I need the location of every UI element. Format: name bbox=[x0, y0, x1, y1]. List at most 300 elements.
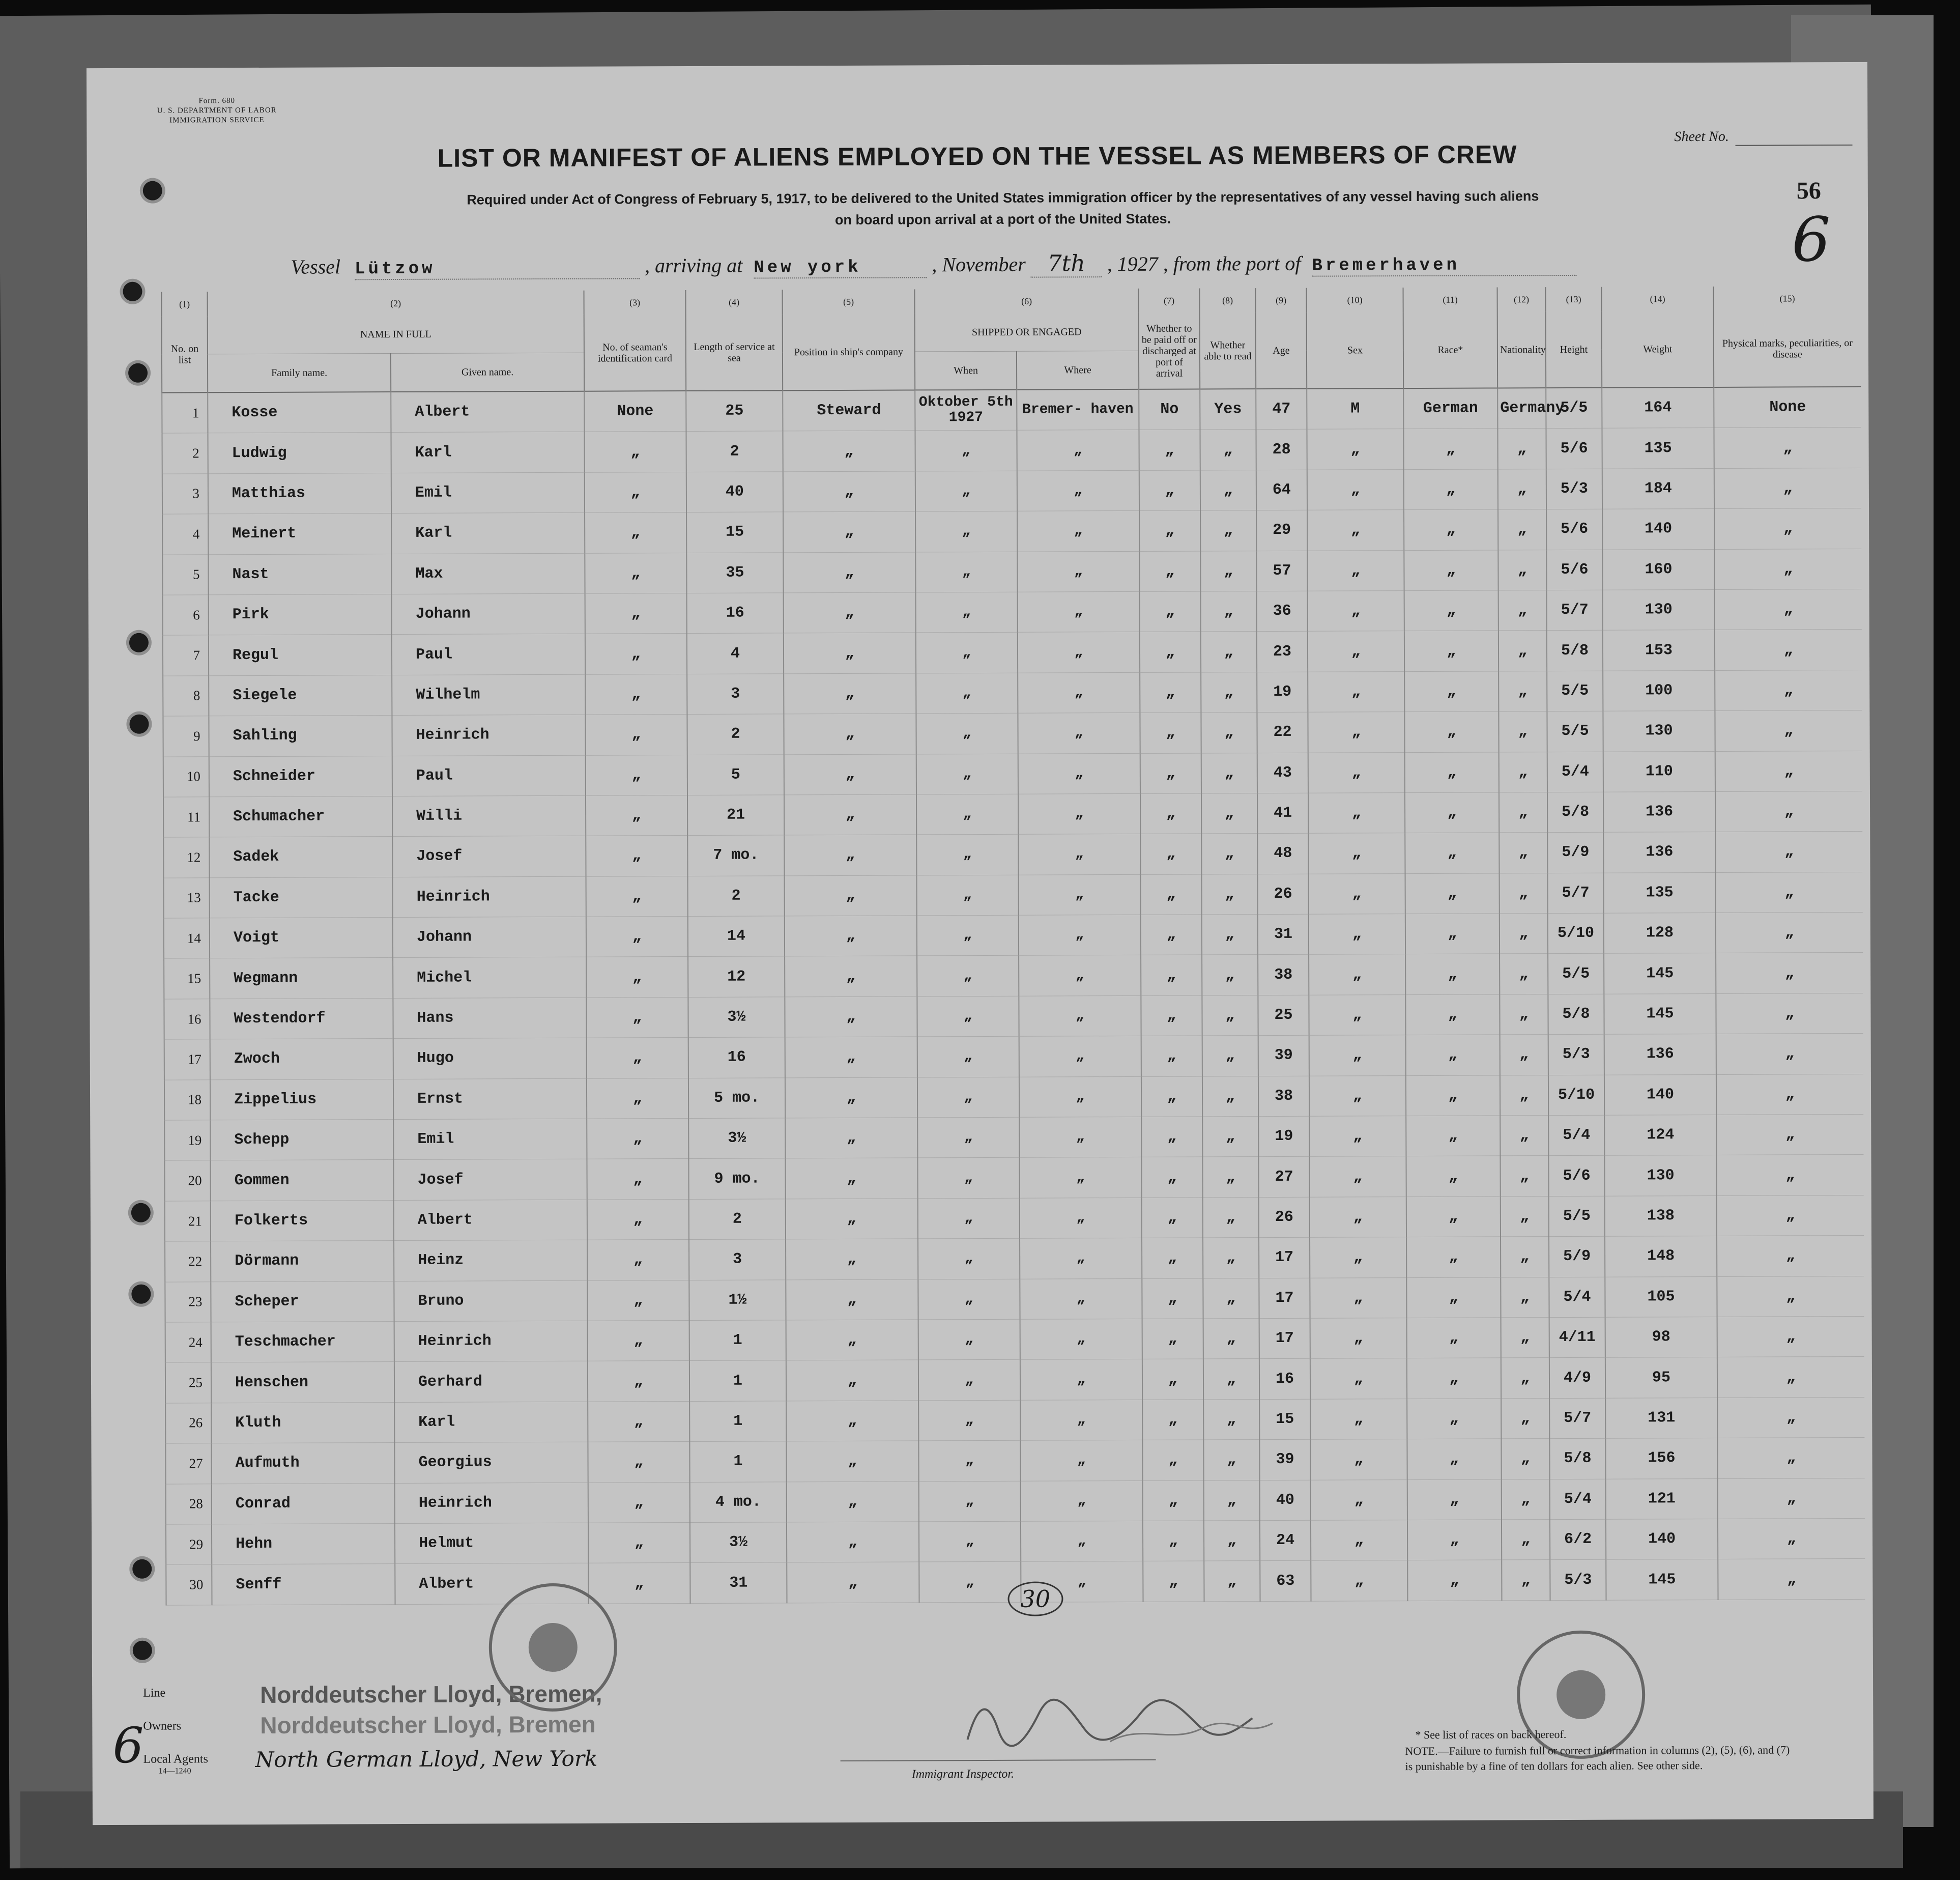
consular-seal-icon bbox=[488, 1583, 617, 1712]
cell-nationality: „ bbox=[1500, 1116, 1548, 1156]
cell-length-of-service: 12 bbox=[688, 956, 785, 997]
cell-physical-marks: „ bbox=[1716, 993, 1863, 1034]
cell-row-number: 7 bbox=[163, 635, 209, 676]
cell-position: „ bbox=[785, 875, 917, 916]
cell-height: 5/5 bbox=[1547, 711, 1603, 752]
cell-given-name: Heinrich bbox=[393, 876, 586, 918]
cell-shipped-where: „ bbox=[1018, 632, 1140, 673]
cell-length-of-service: 4 mo. bbox=[690, 1482, 787, 1522]
cell-identification-card: „ bbox=[587, 1159, 688, 1200]
binder-hole-icon bbox=[132, 1559, 152, 1579]
cell-paid-off: „ bbox=[1140, 591, 1201, 632]
footnote-fine: is punishable by a fine of ten dollars for each alien. See other side. bbox=[1405, 1759, 1703, 1773]
cell-physical-marks: „ bbox=[1716, 872, 1863, 913]
cell-family-name: Pirk bbox=[209, 594, 392, 635]
cell-shipped-when: „ bbox=[917, 1117, 1019, 1158]
cell-physical-marks: „ bbox=[1716, 1114, 1863, 1155]
cell-paid-off: „ bbox=[1139, 470, 1200, 511]
col-9-number: (9) bbox=[1256, 288, 1307, 312]
cell-shipped-when: „ bbox=[918, 1279, 1020, 1320]
cell-nationality: „ bbox=[1500, 1035, 1548, 1075]
cell-identification-card: „ bbox=[586, 876, 688, 917]
total-count: 30 bbox=[1007, 1581, 1063, 1616]
cell-given-name: Heinz bbox=[394, 1240, 587, 1281]
cell-given-name: Willi bbox=[392, 795, 586, 837]
cell-row-number: 26 bbox=[165, 1403, 211, 1444]
cell-sex: „ bbox=[1309, 873, 1405, 914]
cell-weight: 145 bbox=[1604, 993, 1716, 1034]
cell-paid-off: „ bbox=[1142, 1440, 1203, 1480]
cell-family-name: Sahling bbox=[209, 716, 392, 757]
cell-position: „ bbox=[784, 592, 916, 633]
cell-given-name: Josef bbox=[392, 836, 586, 877]
cell-identification-card: „ bbox=[585, 634, 687, 674]
cell-paid-off: „ bbox=[1142, 1278, 1203, 1319]
cell-age: 19 bbox=[1257, 672, 1308, 713]
cell-shipped-when: „ bbox=[918, 1319, 1020, 1360]
cell-family-name: Conrad bbox=[212, 1483, 395, 1524]
cell-shipped-when: „ bbox=[916, 835, 1018, 875]
cell-nationality: „ bbox=[1498, 469, 1546, 509]
table-row bbox=[165, 1357, 1864, 1403]
binder-hole-icon bbox=[123, 282, 142, 301]
cell-family-name: Ludwig bbox=[208, 433, 391, 474]
cell-identification-card: „ bbox=[584, 432, 686, 472]
cell-length-of-service: 1½ bbox=[689, 1279, 786, 1320]
cell-weight: 100 bbox=[1603, 670, 1715, 711]
inspector-line bbox=[841, 1759, 1156, 1761]
cell-paid-off: „ bbox=[1139, 510, 1200, 551]
cell-physical-marks: „ bbox=[1715, 751, 1862, 791]
cell-nationality: „ bbox=[1498, 671, 1547, 711]
cell-shipped-where: „ bbox=[1021, 1521, 1143, 1561]
cell-race: „ bbox=[1405, 792, 1499, 833]
cell-nationality: „ bbox=[1500, 1075, 1548, 1116]
cell-height: 5/6 bbox=[1546, 429, 1602, 469]
cell-given-name: Georgius bbox=[394, 1442, 588, 1483]
cell-family-name: Siegele bbox=[209, 675, 392, 716]
table-row bbox=[162, 508, 1861, 555]
cell-weight: 156 bbox=[1605, 1438, 1717, 1479]
cell-physical-marks: „ bbox=[1718, 1518, 1865, 1559]
cell-shipped-when: „ bbox=[916, 754, 1018, 794]
cell-physical-marks: „ bbox=[1715, 589, 1862, 630]
cell-nationality: „ bbox=[1498, 631, 1547, 671]
cell-family-name: Tacke bbox=[210, 877, 393, 918]
cell-family-name: Nast bbox=[208, 554, 391, 595]
cell-position: „ bbox=[784, 794, 916, 835]
cell-height: 5/3 bbox=[1546, 469, 1602, 509]
cell-paid-off: No bbox=[1139, 389, 1200, 430]
cell-height: 5/3 bbox=[1550, 1560, 1606, 1601]
cell-family-name: Zippelius bbox=[210, 1079, 393, 1120]
cell-shipped-when: „ bbox=[916, 633, 1018, 673]
cell-given-name: Michel bbox=[393, 957, 586, 999]
col-given-name: Given name. bbox=[391, 353, 584, 392]
cell-sex: „ bbox=[1309, 1035, 1406, 1076]
cell-family-name: Zwoch bbox=[210, 1039, 393, 1080]
cell-weight: 95 bbox=[1605, 1357, 1717, 1398]
cell-row-number: 14 bbox=[164, 918, 210, 959]
cell-family-name: Meinert bbox=[208, 514, 391, 555]
cell-shipped-where: „ bbox=[1020, 1238, 1142, 1279]
cell-identification-card: „ bbox=[588, 1563, 690, 1604]
cell-age: 19 bbox=[1258, 1116, 1309, 1157]
page-mark: 6 bbox=[1791, 205, 1831, 276]
cell-row-number: 11 bbox=[163, 797, 209, 838]
cell-given-name: Josef bbox=[393, 1159, 587, 1201]
sheet-label: Sheet No. bbox=[1674, 128, 1729, 145]
cell-identification-card: „ bbox=[586, 795, 687, 836]
cell-given-name: Heinrich bbox=[395, 1483, 588, 1524]
cell-race: „ bbox=[1404, 590, 1498, 631]
cell-position: „ bbox=[785, 1158, 917, 1199]
cell-physical-marks: „ bbox=[1717, 1236, 1864, 1276]
cell-shipped-when: „ bbox=[917, 956, 1019, 996]
cell-able-to-read: Yes bbox=[1200, 389, 1256, 430]
cell-race: „ bbox=[1406, 1277, 1501, 1318]
cell-identification-card: „ bbox=[586, 755, 687, 795]
cell-sex: „ bbox=[1309, 994, 1405, 1035]
cell-race: „ bbox=[1405, 914, 1500, 954]
cell-weight: 184 bbox=[1602, 468, 1714, 509]
cell-identification-card: „ bbox=[585, 715, 687, 755]
cell-race: German bbox=[1403, 388, 1497, 429]
cell-race: „ bbox=[1404, 711, 1498, 752]
cell-height: 5/9 bbox=[1547, 833, 1603, 873]
cell-family-name: Folkerts bbox=[211, 1200, 394, 1241]
cell-family-name: Henschen bbox=[211, 1362, 394, 1403]
cell-sex: „ bbox=[1311, 1479, 1407, 1520]
vessel-name: Lützow bbox=[355, 259, 640, 280]
cell-race: „ bbox=[1407, 1318, 1501, 1358]
cell-row-number: 3 bbox=[162, 474, 208, 515]
cell-position: „ bbox=[783, 431, 915, 471]
cell-identification-card: „ bbox=[586, 997, 688, 1038]
binder-hole-icon bbox=[131, 1285, 151, 1304]
cell-nationality: „ bbox=[1501, 1439, 1549, 1479]
cell-physical-marks: None bbox=[1714, 387, 1861, 428]
col-15-number: (15) bbox=[1714, 286, 1861, 311]
cell-length-of-service: 3½ bbox=[690, 1522, 787, 1563]
cell-weight: 105 bbox=[1605, 1276, 1717, 1317]
cell-able-to-read: „ bbox=[1204, 1561, 1260, 1602]
cell-physical-marks: „ bbox=[1717, 1195, 1864, 1236]
cell-position: „ bbox=[786, 1441, 918, 1482]
line-label: Line bbox=[143, 1686, 166, 1700]
cell-able-to-read: „ bbox=[1202, 995, 1258, 1036]
cell-shipped-where: „ bbox=[1017, 551, 1139, 592]
cell-age: 17 bbox=[1259, 1278, 1310, 1319]
cell-shipped-when: „ bbox=[915, 431, 1017, 471]
cell-able-to-read: „ bbox=[1203, 1197, 1259, 1238]
cell-physical-marks: „ bbox=[1717, 1357, 1864, 1398]
cell-weight: 98 bbox=[1605, 1317, 1717, 1357]
cell-sex: „ bbox=[1309, 954, 1405, 995]
cell-nationality: „ bbox=[1498, 509, 1546, 550]
cell-family-name: Voigt bbox=[210, 918, 393, 959]
table-row bbox=[164, 1034, 1863, 1080]
cell-paid-off: „ bbox=[1140, 672, 1201, 713]
cell-age: 43 bbox=[1257, 753, 1308, 793]
cell-identification-card: „ bbox=[588, 1361, 689, 1402]
cell-row-number: 10 bbox=[163, 756, 209, 797]
cell-weight: 110 bbox=[1603, 751, 1715, 792]
cell-physical-marks: „ bbox=[1715, 670, 1862, 710]
cell-identification-card: „ bbox=[588, 1320, 689, 1361]
table-row bbox=[163, 630, 1862, 676]
cell-shipped-when: „ bbox=[917, 915, 1019, 956]
departure-port: Bremerhaven bbox=[1312, 255, 1576, 277]
cell-row-number: 4 bbox=[162, 514, 208, 555]
cell-age: 26 bbox=[1259, 1197, 1310, 1238]
cell-height: 5/7 bbox=[1548, 873, 1604, 914]
cell-height: 6/2 bbox=[1550, 1519, 1606, 1560]
sheet-line bbox=[1736, 145, 1853, 146]
cell-given-name: Emil bbox=[391, 472, 585, 514]
cell-family-name: Sadek bbox=[209, 837, 392, 878]
cell-length-of-service: 16 bbox=[687, 593, 784, 634]
cell-paid-off: „ bbox=[1139, 430, 1200, 470]
cell-shipped-where: „ bbox=[1020, 1440, 1142, 1481]
cell-shipped-when: „ bbox=[916, 794, 1018, 835]
cell-identification-card: „ bbox=[585, 553, 686, 593]
cell-shipped-when: „ bbox=[917, 1158, 1019, 1199]
binder-hole-icon bbox=[143, 181, 162, 201]
subtitle-line-1: Required under Act of Congress of February 5, 1917, to be delivered to the United States immigration officer by the representatives of any vessel having such aliens bbox=[467, 188, 1539, 208]
cell-able-to-read: „ bbox=[1201, 591, 1257, 632]
cell-able-to-read: „ bbox=[1201, 793, 1257, 834]
cell-position: „ bbox=[783, 471, 915, 512]
binder-hole-icon bbox=[131, 1203, 151, 1222]
cell-height: 5/10 bbox=[1548, 913, 1604, 954]
col-physical-marks: Physical marks, peculiarities, or disease bbox=[1714, 310, 1861, 387]
cell-shipped-when: Oktober 5th 1927 bbox=[915, 390, 1017, 431]
cell-shipped-when: „ bbox=[916, 713, 1018, 754]
cell-nationality: „ bbox=[1500, 873, 1548, 914]
col-name-in-full: NAME IN FULL bbox=[208, 315, 584, 354]
agents-label: Local Agents bbox=[143, 1752, 208, 1766]
cell-given-name: Johann bbox=[392, 593, 585, 635]
vessel-label: Vessel bbox=[291, 255, 341, 278]
cell-race: „ bbox=[1405, 833, 1499, 873]
cell-identification-card: „ bbox=[585, 472, 686, 512]
cell-nationality: „ bbox=[1500, 914, 1548, 954]
cell-family-name: Aufmuth bbox=[211, 1443, 394, 1484]
cell-age: 23 bbox=[1257, 632, 1308, 672]
cell-age: 57 bbox=[1256, 551, 1307, 591]
cell-position: „ bbox=[787, 1562, 919, 1603]
cell-height: 5/8 bbox=[1547, 792, 1603, 833]
cell-nationality: „ bbox=[1501, 1318, 1549, 1358]
cell-given-name: Albert bbox=[394, 1200, 587, 1241]
cell-given-name: Paul bbox=[392, 755, 586, 796]
cell-length-of-service: 1 bbox=[689, 1401, 786, 1442]
cell-weight: 136 bbox=[1604, 1034, 1716, 1075]
cell-family-name: Teschmacher bbox=[211, 1322, 394, 1363]
col-14-number: (14) bbox=[1602, 287, 1714, 311]
col-13-number: (13) bbox=[1546, 287, 1602, 311]
cell-paid-off: „ bbox=[1141, 874, 1202, 915]
cell-given-name: Albert bbox=[395, 1563, 588, 1605]
col-10-number: (10) bbox=[1307, 288, 1403, 312]
cell-shipped-where: „ bbox=[1018, 672, 1140, 713]
cell-row-number: 8 bbox=[163, 676, 209, 717]
owners-label: Owners bbox=[143, 1719, 182, 1733]
col-age: Age bbox=[1256, 312, 1307, 389]
cell-race: „ bbox=[1407, 1560, 1502, 1601]
cell-row-number: 21 bbox=[165, 1201, 211, 1242]
cell-position: „ bbox=[786, 1279, 918, 1320]
cell-paid-off: „ bbox=[1142, 1319, 1203, 1359]
cell-race: „ bbox=[1405, 752, 1499, 792]
cell-race: „ bbox=[1407, 1520, 1502, 1560]
cell-length-of-service: 7 mo. bbox=[687, 835, 784, 876]
page-subtitle bbox=[316, 185, 1690, 232]
cell-weight: 130 bbox=[1604, 1155, 1716, 1196]
cell-position: „ bbox=[785, 1118, 917, 1158]
cell-position: „ bbox=[786, 1401, 918, 1441]
cell-length-of-service: 4 bbox=[687, 633, 784, 674]
cell-row-number: 27 bbox=[165, 1443, 211, 1484]
cell-shipped-when: „ bbox=[917, 875, 1019, 916]
cell-length-of-service: 2 bbox=[689, 1199, 786, 1240]
cell-sex: „ bbox=[1310, 1237, 1406, 1278]
cell-paid-off: „ bbox=[1142, 1400, 1203, 1440]
cell-shipped-where: „ bbox=[1021, 1480, 1143, 1521]
cell-physical-marks: „ bbox=[1714, 428, 1861, 468]
cell-weight: 140 bbox=[1602, 509, 1714, 550]
cell-age: 31 bbox=[1258, 914, 1309, 955]
cell-able-to-read: „ bbox=[1202, 1036, 1258, 1076]
table-row bbox=[166, 1478, 1865, 1524]
table-row bbox=[164, 953, 1863, 999]
cell-length-of-service: 25 bbox=[686, 390, 783, 432]
cell-physical-marks: „ bbox=[1715, 710, 1862, 751]
cell-physical-marks: „ bbox=[1718, 1559, 1865, 1600]
table-row bbox=[164, 993, 1863, 1039]
cell-able-to-read: „ bbox=[1200, 551, 1256, 591]
cell-shipped-when: „ bbox=[915, 471, 1017, 511]
cell-family-name: Hehn bbox=[212, 1523, 395, 1564]
cell-position: „ bbox=[786, 1199, 918, 1239]
cell-sex: „ bbox=[1308, 631, 1404, 672]
arriving-label: , arriving at bbox=[645, 253, 743, 277]
cell-height: 5/8 bbox=[1547, 631, 1603, 671]
cell-height: 5/4 bbox=[1547, 752, 1603, 792]
cell-row-number: 28 bbox=[166, 1484, 212, 1524]
col-nationality: Nationality bbox=[1497, 311, 1546, 388]
cell-height: 5/6 bbox=[1546, 550, 1602, 590]
cell-age: 48 bbox=[1257, 834, 1308, 874]
cell-row-number: 22 bbox=[165, 1241, 211, 1282]
cell-length-of-service: 2 bbox=[687, 714, 784, 755]
cell-family-name: Kosse bbox=[208, 392, 391, 433]
cell-able-to-read: „ bbox=[1204, 1521, 1260, 1561]
cell-age: 41 bbox=[1257, 793, 1308, 834]
cell-length-of-service: 9 mo. bbox=[688, 1158, 785, 1199]
cell-shipped-when: „ bbox=[917, 1036, 1019, 1077]
arrival-port: New york bbox=[754, 258, 927, 278]
col-height: Height bbox=[1546, 311, 1602, 388]
col-shipped-or-engaged: SHIPPED OR ENGAGED bbox=[915, 313, 1139, 352]
cell-race: „ bbox=[1407, 1399, 1501, 1439]
cell-age: 27 bbox=[1258, 1157, 1309, 1198]
cell-shipped-where: „ bbox=[1017, 511, 1139, 552]
cell-race: „ bbox=[1407, 1439, 1501, 1479]
cell-position: „ bbox=[783, 511, 915, 552]
cell-nationality: „ bbox=[1502, 1560, 1550, 1601]
cell-shipped-where: Bremer- haven bbox=[1017, 389, 1139, 431]
cell-able-to-read: „ bbox=[1201, 713, 1257, 753]
cell-sex: „ bbox=[1308, 712, 1404, 753]
cell-physical-marks: „ bbox=[1716, 1034, 1863, 1074]
col-8-number: (8) bbox=[1200, 288, 1256, 312]
cell-length-of-service: 1 bbox=[689, 1320, 786, 1361]
cell-height: 5/8 bbox=[1549, 1438, 1605, 1479]
cell-shipped-where: „ bbox=[1017, 470, 1139, 511]
table-row bbox=[164, 1074, 1863, 1120]
cell-shipped-when: „ bbox=[918, 1238, 1020, 1279]
col-length-of-service: Length of service at sea bbox=[686, 314, 783, 391]
cell-race: „ bbox=[1405, 873, 1500, 914]
cell-row-number: 1 bbox=[162, 392, 208, 433]
col-family-name: Family name. bbox=[208, 354, 391, 393]
manifest-sheet bbox=[87, 62, 1873, 1825]
binder-hole-icon bbox=[128, 363, 148, 383]
cell-position: „ bbox=[783, 552, 915, 593]
cell-age: 24 bbox=[1260, 1520, 1311, 1561]
cell-age: 16 bbox=[1259, 1359, 1310, 1400]
cell-able-to-read: „ bbox=[1202, 1076, 1258, 1117]
cell-nationality: „ bbox=[1501, 1237, 1549, 1277]
cell-weight: 164 bbox=[1602, 387, 1714, 429]
cell-given-name: Emil bbox=[393, 1119, 587, 1160]
cell-sex: „ bbox=[1307, 510, 1404, 551]
cell-given-name: Max bbox=[391, 553, 585, 594]
cell-physical-marks: „ bbox=[1717, 1316, 1864, 1357]
cell-position: „ bbox=[786, 1320, 918, 1360]
cell-given-name: Heinrich bbox=[392, 715, 585, 756]
cell-given-name: Paul bbox=[392, 634, 585, 675]
cell-paid-off: „ bbox=[1141, 1157, 1202, 1198]
cell-position: „ bbox=[786, 1239, 918, 1279]
table-row bbox=[164, 872, 1863, 918]
cell-sex: M bbox=[1307, 388, 1403, 430]
cell-paid-off: „ bbox=[1142, 1238, 1203, 1278]
cell-physical-marks: „ bbox=[1717, 1438, 1864, 1478]
cell-nationality: „ bbox=[1499, 833, 1547, 873]
cell-nationality: „ bbox=[1502, 1520, 1550, 1560]
cell-given-name: Gerhard bbox=[394, 1361, 588, 1403]
cell-race: „ bbox=[1405, 994, 1500, 1035]
cell-family-name: Regul bbox=[209, 635, 392, 676]
cell-length-of-service: 1 bbox=[689, 1441, 786, 1482]
cell-row-number: 24 bbox=[165, 1322, 211, 1363]
cell-identification-card: „ bbox=[585, 674, 687, 715]
cell-physical-marks: „ bbox=[1714, 549, 1861, 589]
cell-shipped-where: „ bbox=[1018, 713, 1140, 754]
col-5-number: (5) bbox=[783, 289, 915, 314]
cell-shipped-where: „ bbox=[1018, 753, 1140, 794]
table-row bbox=[164, 1114, 1863, 1160]
cell-shipped-where: „ bbox=[1019, 1076, 1141, 1117]
cell-shipped-when: „ bbox=[916, 592, 1018, 633]
cell-sex: „ bbox=[1309, 1116, 1406, 1157]
page-title: LIST OR MANIFEST OF ALIENS EMPLOYED ON THE VESSEL AS MEMBERS OF CREW bbox=[437, 140, 1517, 173]
cell-family-name: Schumacher bbox=[209, 796, 392, 837]
cell-row-number: 25 bbox=[165, 1362, 211, 1403]
